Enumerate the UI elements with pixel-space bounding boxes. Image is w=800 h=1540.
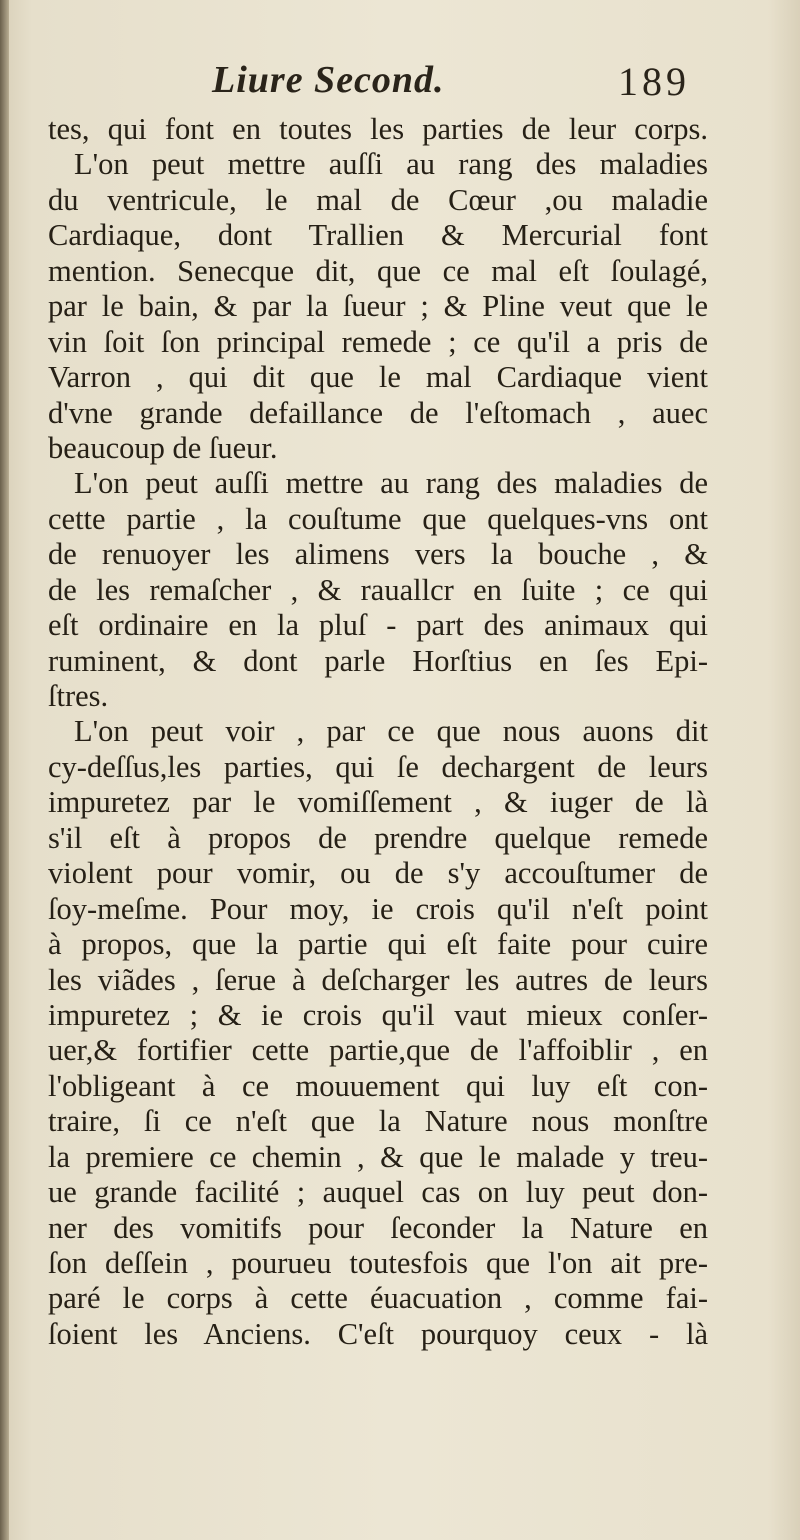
text-line: Cardiaque, dont Trallien & Mercurial font <box>48 218 708 253</box>
text-line: beaucoup de ſueur. <box>48 430 278 465</box>
text-line: uer,& fortifier cette partie,que de l'affoiblir , en <box>48 1033 708 1068</box>
text-line: tes, qui font en toutes les parties de leur corps. <box>48 112 708 146</box>
body-text <box>48 112 708 1352</box>
text-line: mention. Senecque dit, que ce mal eſt ſoulagé, <box>48 253 708 288</box>
text-line: de les remaſcher , & rauallcr en ſuite ; ce qui <box>48 572 708 607</box>
text-line: s'il eſt à propos de prendre quelque remede <box>48 820 708 855</box>
page-spine-shadow <box>0 0 9 1540</box>
text-line: ſon deſſein , pourueu toutesfois que l'on ait pre- <box>48 1246 708 1280</box>
text-line: traire, ſi ce n'eſt que la Nature nous monſtre <box>48 1104 708 1139</box>
text-line: impuretez ; & ie crois qu'il vaut mieux conſer- <box>48 997 708 1032</box>
text-line: ue grande facilité ; auquel cas on luy peut don- <box>48 1175 708 1210</box>
text-line: l'obligeant à ce mouuement qui luy eſt con- <box>48 1068 708 1103</box>
page-header <box>0 58 800 114</box>
text-line: cette partie , la couſtume que quelques-vns ont <box>48 501 708 536</box>
text-line: paré le corps à cette éuacuation , comme fai- <box>48 1281 708 1316</box>
text-line: ner des vomitifs pour ſeconder la Nature en <box>48 1210 708 1245</box>
text-line: les viãdes , ſerue à deſcharger les autres de leurs <box>48 962 708 997</box>
text-line: la premiere ce chemin , & que le malade y treu- <box>48 1139 708 1174</box>
text-line: ſoient les Anciens. C'eſt pourquoy ceux - là <box>48 1316 708 1351</box>
page-number: 189 <box>618 59 690 104</box>
text-line: par le bain, & par la ſueur ; & Pline veut que le <box>48 289 708 324</box>
text-line: L'on peut mettre auſſi au rang des maladies <box>74 147 708 182</box>
text-line: à propos, que la partie qui eſt faite pour cuire <box>48 927 708 962</box>
text-line: ruminent, & dont parle Horſtius en ſes Epi- <box>48 643 708 678</box>
text-line: L'on peut voir , par ce que nous auons dit <box>74 714 708 749</box>
text-line: Varron , qui dit que le mal Cardiaque vient <box>48 360 708 395</box>
text-line: vin ſoit ſon principal remede ; ce qu'il a pris de <box>48 324 708 359</box>
text-line: ſoy-meſme. Pour moy, ie crois qu'il n'eſt point <box>48 891 708 926</box>
text-line: cy-deſſus,les parties, qui ſe dechargent de leurs <box>48 749 708 784</box>
text-line: du ventricule, le mal de Cœur ,ou maladie <box>48 182 708 217</box>
text-line: de renuoyer les alimens vers la bouche , & <box>48 537 708 572</box>
text-line: eſt ordinaire en la pluſ - part des animaux qui <box>48 608 708 643</box>
text-line: impuretez par le vomiſſement , & iuger de là <box>48 785 708 820</box>
text-line: ſtres. <box>48 679 109 713</box>
text-line: L'on peut auſſi mettre au rang des maladies de <box>74 466 708 501</box>
running-title: Liure Second. <box>212 59 445 101</box>
text-line: d'vne grande defaillance de l'eſtomach , auec <box>48 395 708 430</box>
text-line: violent pour vomir, ou de s'y accouſtumer de <box>48 856 708 891</box>
